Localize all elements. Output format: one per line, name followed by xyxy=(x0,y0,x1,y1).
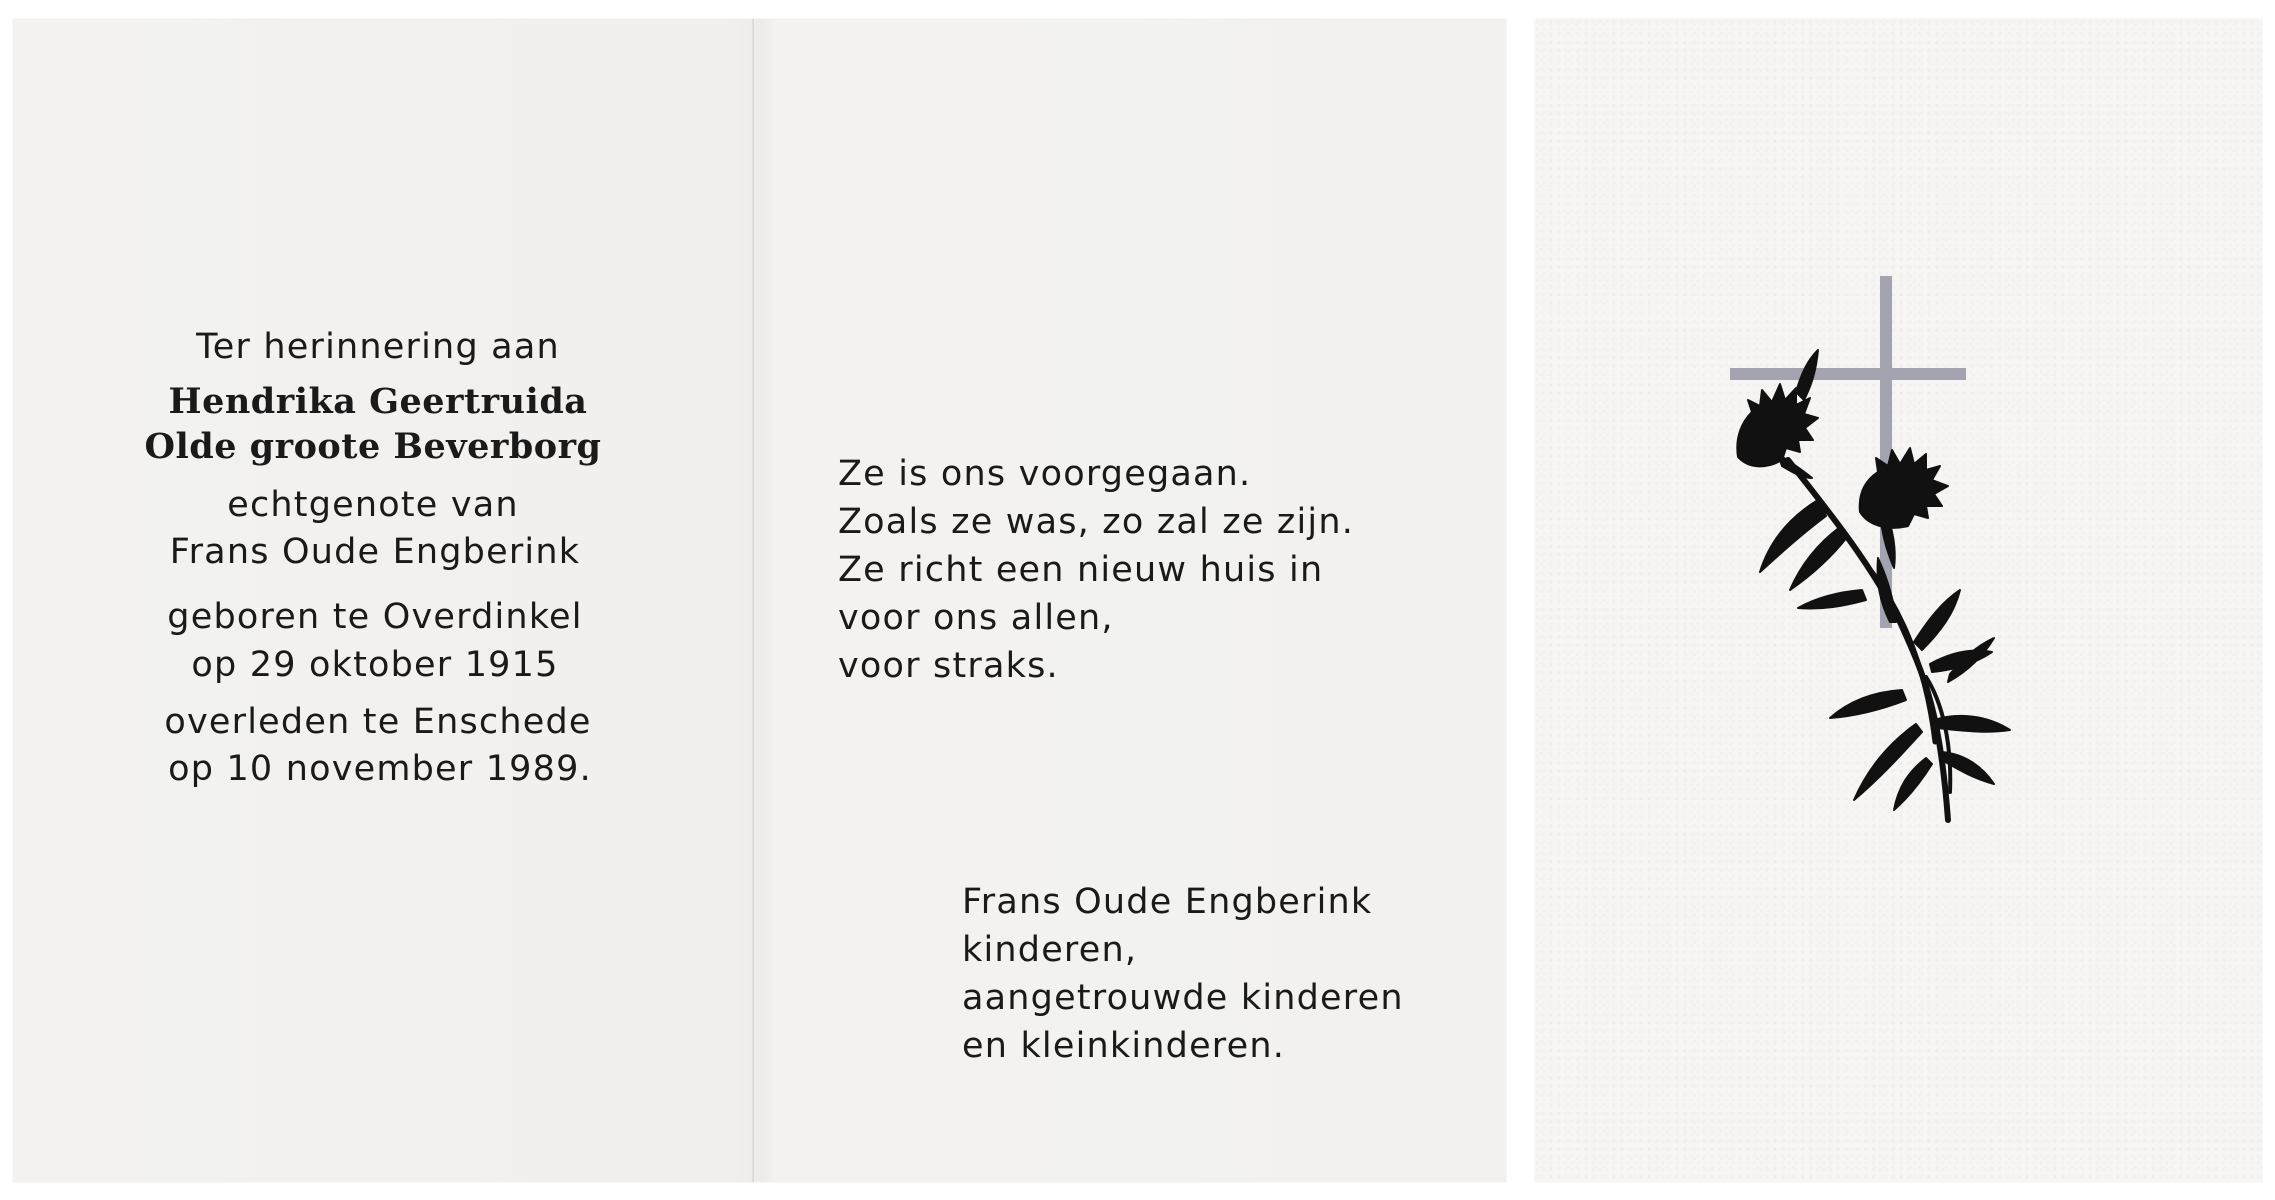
intro-text: Ter herinnering aan xyxy=(196,327,560,367)
deceased-name-line2: Olde groote Beverborg xyxy=(144,426,602,467)
family-block xyxy=(962,882,1404,1066)
verse-line: voor ons allen, xyxy=(838,598,1114,638)
verse-block xyxy=(838,454,1355,686)
birth-date: op 29 oktober 1915 xyxy=(191,645,559,685)
deceased-name-line1: Hendrika Geertruida xyxy=(168,381,588,422)
flower-icon xyxy=(1737,350,2010,820)
spouse-name: Frans Oude Engberink xyxy=(169,532,581,572)
death-place: overleden te Enschede xyxy=(164,702,592,742)
verse-line: voor straks. xyxy=(838,646,1059,686)
verse-line: Ze is ons voorgegaan. xyxy=(838,454,1252,494)
birth-place: geboren te Overdinkel xyxy=(167,597,583,637)
family-line: kinderen, xyxy=(962,930,1138,970)
family-line: Frans Oude Engberink xyxy=(962,882,1373,922)
fold-line xyxy=(752,19,755,1182)
verse-line: Zoals ze was, zo zal ze zijn. xyxy=(838,502,1355,542)
family-line: aangetrouwde kinderen xyxy=(962,978,1404,1018)
family-line: en kleinkinderen. xyxy=(962,1026,1286,1066)
spouse-intro: echtgenote van xyxy=(227,485,519,525)
death-date: op 10 november 1989. xyxy=(168,749,592,789)
verse-line: Ze richt een nieuw huis in xyxy=(838,550,1324,590)
cross-and-flower-illustration xyxy=(1730,272,2060,832)
